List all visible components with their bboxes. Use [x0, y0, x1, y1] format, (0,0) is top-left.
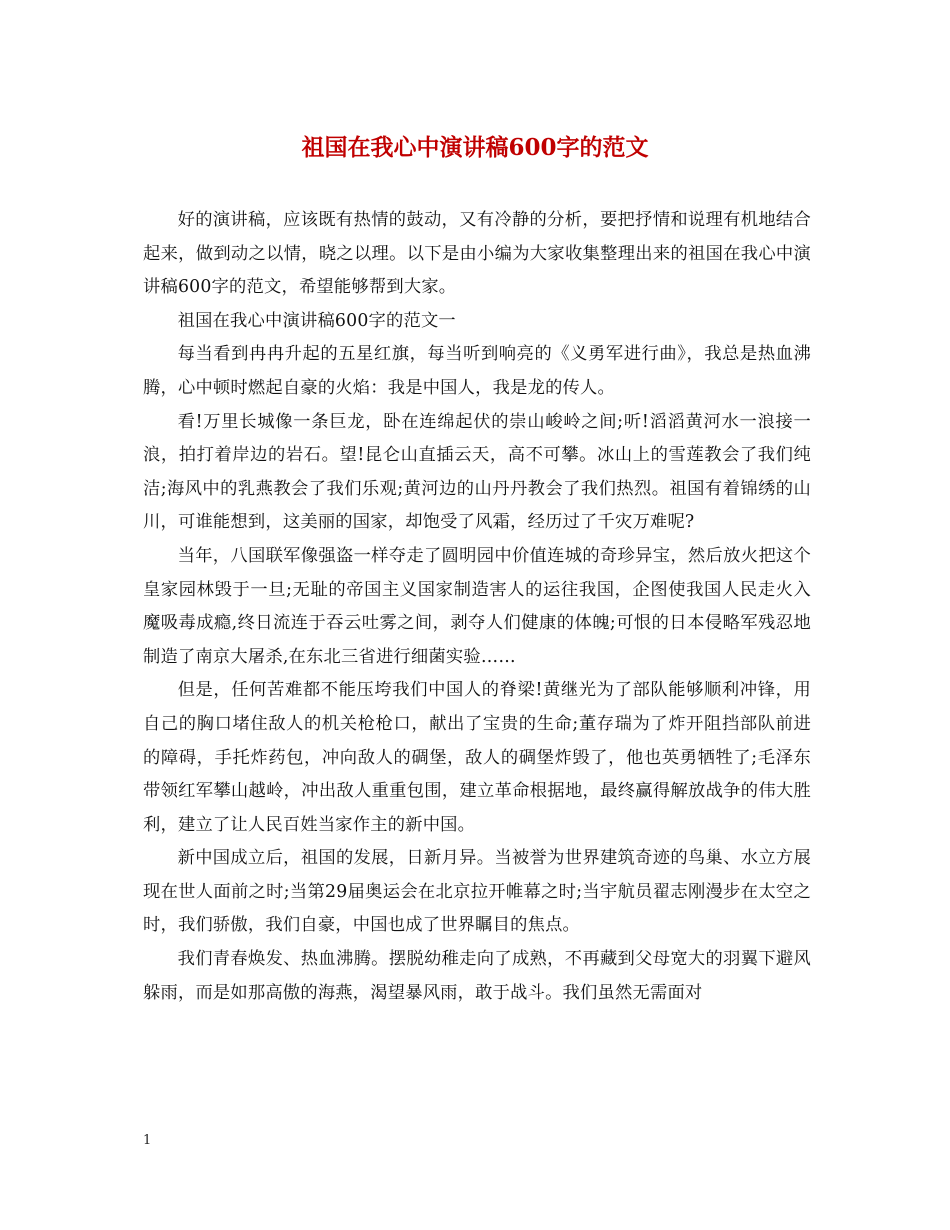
- document-title: 祖国在我心中演讲稿600字的范文: [301, 134, 649, 161]
- paragraph: 新中国成立后，祖国的发展，日新月异。当被誉为世界建筑奇迹的鸟巢、水立方展现在世人面前之时;当第29届奥运会在北京拉开帷幕之时;当宇航员翟志刚漫步在太空之时，我们骄傲，我们自豪，中国也成了世界瞩目的焦点。: [143, 848, 811, 936]
- paragraph-intro: 好的演讲稿，应该既有热情的鼓动，又有冷静的分析，要把抒情和说理有机地结合起来，做到动之以情，晓之以理。以下是由小编为大家收集整理出来的祖国在我心中演讲稿600字的范文，希望能够帮到大家。: [143, 210, 811, 298]
- page-number: 1: [143, 1133, 152, 1148]
- paragraph: 我们青春焕发、热血沸腾。摆脱幼稚走向了成熟，不再藏到父母宽大的羽翼下避风躲雨，而是如那高傲的海燕，渴望暴风雨，敢于战斗。我们虽然无需面对: [143, 949, 811, 1003]
- document-body: [143, 204, 811, 1010]
- paragraph-subtitle: 祖国在我心中演讲稿600字的范文一: [177, 310, 456, 331]
- paragraph: 但是，任何苦难都不能压垮我们中国人的脊梁!黄继光为了部队能够顺利冲锋，用自己的胸口堵住敌人的机关枪枪口，献出了宝贵的生命;董存瑞为了炸开阻挡部队前进的障碍，手托炸药包，冲向敌人的碉堡，敌人的碉堡炸毁了，他也英勇牺牲了;毛泽东带领红军攀山越岭，冲出敌人重重包围，建立革命根据地，最终赢得解放战争的伟大胜利，建立了让人民百姓当家作主的新中国。: [143, 680, 811, 835]
- paragraph: 看!万里长城像一条巨龙，卧在连绵起伏的崇山峻岭之间;听!滔滔黄河水一浪接一浪，拍打着岸边的岩石。望!昆仑山直插云天，高不可攀。冰山上的雪莲教会了我们纯洁;海风中的乳燕教会了我们乐观;黄河边的山丹丹教会了我们热烈。祖国有着锦绣的山川，可谁能想到，这美丽的国家，却饱受了风霜，经历过了千灾万难呢?: [143, 411, 811, 533]
- paragraph: 当年，八国联军像强盗一样夺走了圆明园中价值连城的奇珍异宝，然后放火把这个皇家园林毁于一旦;无耻的帝国主义国家制造害人的运往我国，企图使我国人民走火入魔吸毒成瘾,终日流连于吞云吐雾之间，剥夺人们健康的体魄;可恨的日本侵略军残忍地制造了南京大屠杀,在东北三省进行细菌实验……: [143, 545, 811, 667]
- paragraph: 每当看到冉冉升起的五星红旗，每当听到响亮的《义勇军进行曲》，我总是热血沸腾，心中顿时燃起自豪的火焰：我是中国人，我是龙的传人。: [143, 344, 811, 398]
